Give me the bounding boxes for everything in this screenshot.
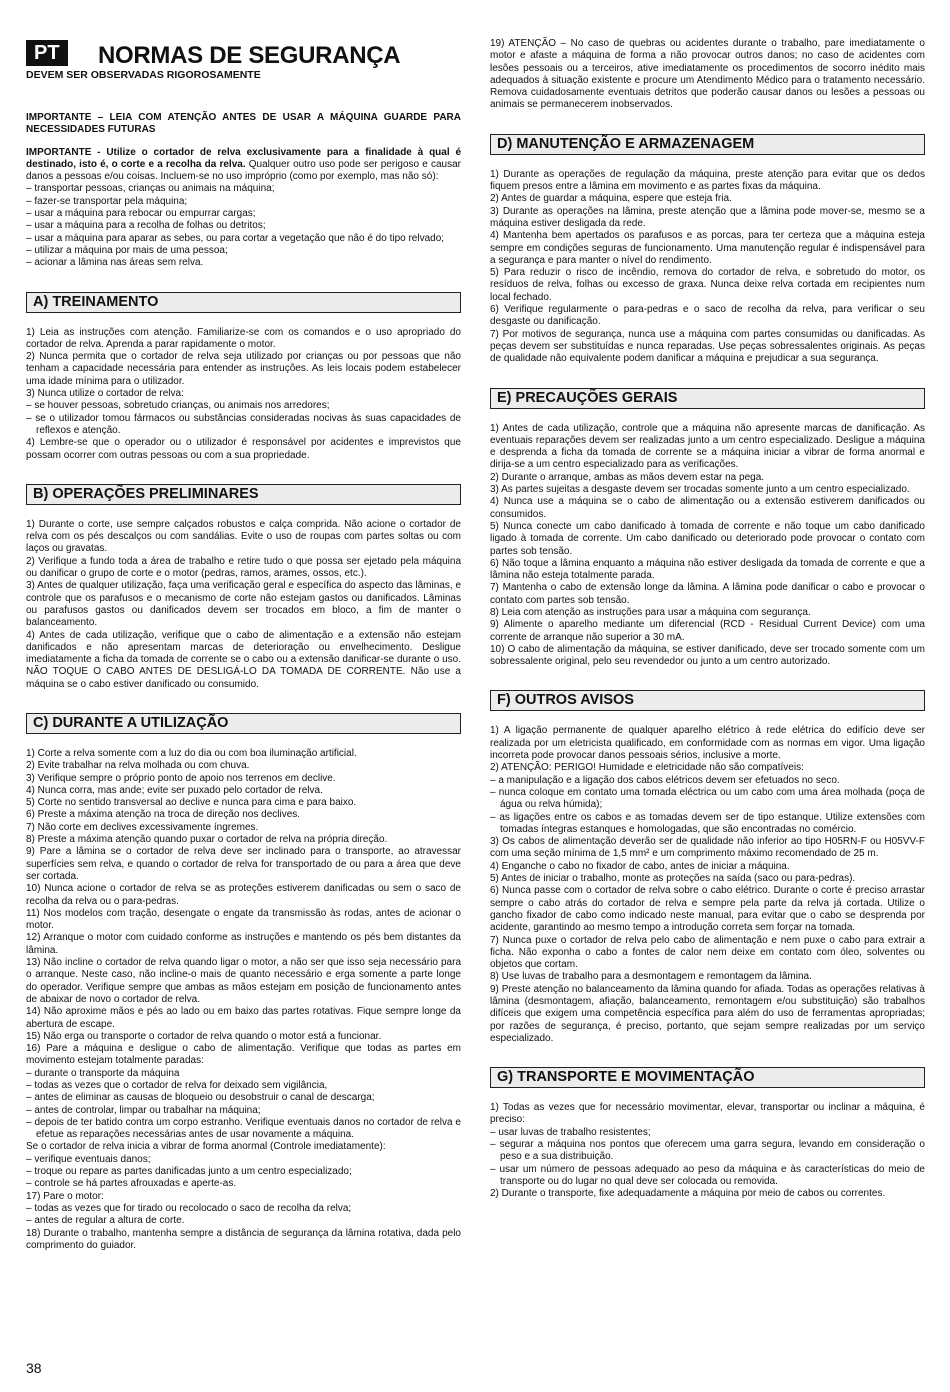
paragraph: 2) Verifique a fundo toda a área de trabalho e retire tudo o que possa ser ejetado pela máquina ou danificar o grupo de corte e o motor (pedras, ramos, arames, ossos, etc.).	[26, 555, 461, 580]
intro-block	[26, 112, 461, 270]
section-a-heading: A) TREINAMENTO	[26, 292, 461, 313]
paragraph: 2) Durante o transporte, fixe adequadamente a máquina por meio de cabos ou correntes.	[490, 1188, 886, 1200]
paragraph: 5) Antes de iniciar o trabalho, monte as proteções na saída (saco ou para-pedras).	[490, 873, 856, 885]
section-d-heading: D) MANUTENÇÃO E ARMAZENAGEM	[490, 134, 925, 155]
section-b	[26, 484, 461, 505]
paragraph: 5) Para reduzir o risco de incêndio, remova do cortador de relva, e sobretudo do motor, os resíduos de relva, folhas ou excesso de graxa. Nunca deixe relva cortada em recipientes num local fechado.	[490, 267, 925, 303]
paragraph: 2) Nunca permita que o cortador de relva seja utilizado por crianças ou por pessoas que não tenham a capacidade necessária para entender as instruções. As leis locais podem estabelecer uma idade mínima para o utilizador.	[26, 351, 461, 387]
paragraph: 11) Nos modelos com tração, desengate o engate da transmissão às rodas, antes de acionar o motor.	[26, 907, 461, 932]
usage-notice-bold: IMPORTANTE - Utilize o cortador de relva exclusivamente para a finalidade à qual é destinado, isto é, o corte e a recolha da relva.	[26, 146, 461, 170]
language-badge: PT	[26, 40, 68, 66]
paragraph: 2) Evite trabalhar na relva molhada ou com chuva.	[26, 760, 250, 772]
paragraph: – se o utilizador tomou fármacos ou substâncias consideradas nocivas às suas capacidades de reflexos e atenção.	[26, 412, 461, 436]
section-c	[26, 713, 461, 734]
section-c-heading: C) DURANTE A UTILIZAÇÃO	[26, 713, 461, 734]
paragraph: 10) Nunca acione o cortador de relva se as proteções estiverem danificadas ou sem o saco de recolha da relva ou o para-pedras.	[26, 883, 461, 907]
paragraph: 1) Durante as operações de regulação da máquina, preste atenção para evitar que os dedos fiquem presos entre a lâmina em movimento e as partes fixas da máquina.	[490, 168, 925, 193]
paragraph: 7) Nunca puxe o cortador de relva pelo cabo de alimentação e nem puxe o cabo para extrair a ficha. Não exponha o cabo a fontes de calor nem deixe em contato com óleo, solventes ou objetos que cortam.	[490, 934, 925, 971]
section-d	[490, 134, 925, 155]
paragraph: 3) Nunca utilize o cortador de relva:	[26, 388, 184, 400]
paragraph: 9) Pare a lâmina se o cortador de relva deve ser inclinado para o transporte, ao atravessar superfícies sem relva, e quando o cortador de relva for transportado de ou para a área que deve ser cortada.	[26, 846, 461, 882]
page-subtitle: DEVEM SER OBSERVADAS RIGOROSAMENTE	[26, 69, 261, 81]
usage-notice-text: Qualquer outro uso pode ser perigoso e causar danos a pessoas e/ou coisas. Incluem-se no uso impróprio (como por exemplo, mas não só):	[26, 158, 461, 183]
section-c-body	[26, 748, 461, 1252]
section-c-continued	[490, 38, 925, 112]
paragraph: 19) ATENÇÃO – No caso de quebras ou acidentes durante o trabalho, pare imediatamente o motor e afaste a máquina de forma a não provocar outros danos; no caso de acidentes com lesões pessoais ou a terceiros, ative imediatamente os procedimentos de socorro inédito mais adequados à situação existente e procure um Atendimento Médico para o tratamento necessário. Remova cuidadosamente eventuais detritos que poderão causar danos ou lesões a pessoas ou animais se permanecerem inobservados.	[490, 38, 925, 111]
paragraph: 3) Os cabos de alimentação deverão ser de qualidade não inferior ao tipo H05RN-F ou H05VV-F com uma seção mínima de 1,5 mm² e um comprimento máximo recomendado de 25 m.	[490, 836, 925, 860]
paragraph: – depois de ter batido contra um corpo estranho. Verifique eventuais danos no cortador de relva e efetue as reparações necessárias antes de usar novamente a máquina.	[26, 1116, 461, 1141]
paragraph: 4) Nunca corra, mas ande; evite ser puxado pelo cortador de relva.	[26, 784, 323, 796]
paragraph: 4) Mantenha bem apertados os parafusos e as porcas, para ter certeza que a máquina esteja sempre em condições seguras de funcionamento. Uma manutenção regular é indispensável para a segurança e para manter o nível do rendimento.	[490, 230, 925, 266]
paragraph: 5) Nunca conecte um cabo danificado à tomada de corrente e não toque um cabo danificado ligado à tomada de corrente. Um cabo danificado ou deteriorado pode provocar o contato com partes sob tensão.	[490, 520, 925, 557]
section-e-heading: E) PRECAUÇÕES GERAIS	[490, 388, 925, 409]
paragraph: – fazer-se transportar pela máquina;	[26, 195, 188, 207]
paragraph: – se houver pessoas, sobretudo crianças, ou animais nos arredores;	[26, 400, 330, 412]
paragraph: – nunca coloque em contato uma tomada eléctrica ou um cabo com uma área molhada (poça de água ou relva húmida);	[490, 786, 925, 811]
paragraph: – todas as vezes que for tirado ou recolocado o saco de recolha da relva;	[26, 1202, 352, 1214]
paragraph: – durante o transporte da máquina	[26, 1067, 180, 1079]
paragraph: Se o cortador de relva inicia a vibrar de forma anormal (Controle imediatamente):	[26, 1141, 386, 1153]
paragraph: 14) Não aproxime mãos e pés ao lado ou em baixo das partes rotativas. Fique sempre longe da abertura de escape.	[26, 1006, 461, 1030]
paragraph: 5) Corte no sentido transversal ao declive e nunca para cima e para baixo.	[26, 797, 357, 809]
paragraph: – todas as vezes que o cortador de relva for deixado sem vigilância,	[26, 1080, 328, 1091]
paragraph: – usar luvas de trabalho resistentes;	[490, 1126, 651, 1138]
paragraph: – a manipulação e a ligação dos cabos elétricos devem ser efetuados no seco.	[490, 774, 840, 786]
paragraph: 3) Verifique sempre o próprio ponto de apoio nos terrenos em declive.	[26, 772, 336, 784]
paragraph: – usar a máquina para aparar as sebes, ou para cortar a vegetação que não é do tipo relvado;	[26, 232, 445, 244]
paragraph: 3) As partes sujeitas a desgaste devem ser trocadas somente junto a um centro especializado.	[490, 484, 910, 496]
paragraph: 12) Arranque o motor com cuidado conforme as instruções e mantendo os pés bem distantes da lâmina.	[26, 932, 461, 956]
paragraph: 4) Lembre-se que o operador ou o utilizador é responsável por acidentes e imprevistos que possam ocorrer com outras pessoas ou com a sua propriedade.	[26, 437, 461, 461]
paragraph: 7) Mantenha o cabo de extensão longe da lâmina. A lâmina pode danificar o cabo e provocar o contato com partes sob tensão.	[490, 582, 925, 606]
paragraph: 1) Corte a relva somente com a luz do dia ou com boa iluminação artificial.	[26, 747, 357, 759]
paragraph: 10) O cabo de alimentação da máquina, se estiver danificado, deve ser trocado somente com um sobressalente original, pelo seu revendedor ou junto a um centro autorizado.	[490, 643, 925, 668]
paragraph: – transportar pessoas, crianças ou animais na máquina;	[26, 183, 275, 195]
paragraph: 6) Preste a máxima atenção na troca de direção nos declives.	[26, 809, 301, 821]
section-g-body	[490, 1102, 925, 1200]
paragraph: 3) Antes de qualquer utilização, faça uma verificação geral e específica do aspecto das lâminas, e controle que os parafusos e o mecanismo de corte não estejam gastos ou danificados. Lâminas ou parafusos gastos ou danificados devem ser trocados em bloco, a fim de manter o balanceamento.	[26, 580, 461, 629]
paragraph: – utilizar a máquina por mais de uma pessoa;	[26, 244, 228, 256]
paragraph: – troque ou repare as partes danificadas junto a um centro especializado;	[26, 1166, 352, 1178]
paragraph: – usar a máquina para rebocar ou empurrar cargas;	[26, 208, 256, 220]
paragraph: 9) Preste atenção no balanceamento da lâmina quando for afiada. Todas as operações relativas à lâmina (desmontagem, afiação, balanceamento, remontagem e/ou substituição) são trabalhos difíceis que exigem uma competência específica para além do uso de ferramentas apropriadas; por razões de segurança, é preciso, portanto, que sejam sempre realizadas por um serviço especializado.	[490, 983, 925, 1044]
paragraph: – antes de eliminar as causas de bloqueio ou desobstruir o canal de descarga;	[26, 1092, 375, 1104]
paragraph: 17) Pare o motor:	[26, 1190, 104, 1202]
section-a-body	[26, 327, 461, 462]
paragraph: – verifique eventuais danos;	[26, 1153, 151, 1165]
section-g	[490, 1067, 925, 1088]
important-notice: IMPORTANTE – LEIA COM ATENÇÃO ANTES DE USAR A MÁQUINA GUARDE PARA NECESSIDADES FUTURAS	[26, 112, 461, 136]
paragraph: 6) Verifique regularmente o para-pedras e o saco de recolha da relva, para verificar o seu desgaste ou danificação.	[490, 304, 925, 328]
page-header	[26, 38, 461, 92]
right-column	[490, 38, 925, 1201]
section-f-body	[490, 725, 925, 1045]
paragraph: – as ligações entre os cabos e as tomadas devem ser de tipo estanque. Utilize extensões com tomadas íntegras estanques e homologadas, que são encontradas no comércio.	[490, 811, 925, 835]
paragraph: 8) Preste a máxima atenção quando puxar o cortador de relva na própria direção.	[26, 834, 388, 846]
paragraph: 1) Antes de cada utilização, controle que a máquina não apresente marcas de danificação. As eventuais reparações devem ser realizadas junto a um centro especializado. Desligue a máquina e desprenda a ficha da tomada de corrente se a máquina iniciar a vibrar de forma anormal e dirija-se a um centro especializado para as verificações.	[490, 422, 925, 471]
section-e	[490, 388, 925, 409]
paragraph: 13) Não incline o cortador de relva quando ligar o motor, a não ser que isso seja necessário para o arranque. Neste caso, não incline-o mais de quanto necessário e erga somente a parte longe do operador. Verifique sempre que ambas as mãos estejam em posição de funcionamento antes de abaixar de novo o cortador de relva.	[26, 957, 461, 1005]
paragraph: – usar a máquina para a recolha de folhas ou detritos;	[26, 220, 266, 232]
paragraph: – usar um número de pessoas adequado ao peso da máquina e às características do meio de transporte ou do lugar no qual deve ser colocada ou removida.	[490, 1163, 925, 1187]
paragraph: 3) Durante as operações na lâmina, preste atenção que a lâmina pode mover-se, mesmo se a máquina estiver desligada da rede.	[490, 205, 925, 229]
section-g-heading: G) TRANSPORTE E MOVIMENTAÇÃO	[490, 1067, 925, 1088]
paragraph: 4) Nunca use a máquina se o cabo de alimentação ou a extensão estiverem danificados ou consumidos.	[490, 496, 925, 520]
paragraph: 2) Durante o arranque, ambas as mãos devem estar na pega.	[490, 471, 765, 483]
usage-notice	[26, 147, 461, 184]
paragraph: 1) Leia as instruções com atenção. Familiarize-se com os comandos e o uso apropriado do cortador de relva. Aprenda a parar rapidamente o motor.	[26, 326, 461, 350]
paragraph: – segurar a máquina nos pontos que oferecem uma garra segura, levando em consideração o peso e a sua distribuição.	[490, 1139, 925, 1163]
improper-use-list	[26, 183, 461, 269]
paragraph: – antes de regular a altura de corte.	[26, 1215, 185, 1227]
paragraph: – controle se há partes afrouxadas e aperte-as.	[26, 1178, 237, 1190]
paragraph: – acionar a lâmina nas áreas sem relva.	[26, 257, 204, 269]
paragraph: 15) Não erga ou transporte o cortador de relva quando o motor está a funcionar.	[26, 1030, 382, 1042]
paragraph: 9) Alimente o aparelho mediante um diferencial (RCD - Residual Current Device) com uma corrente de arranque não superior a 30 mA.	[490, 619, 925, 643]
section-e-body	[490, 423, 925, 669]
paragraph: 18) Durante o trabalho, mantenha sempre a distância de segurança da lâmina rotativa, dada pelo comprimento do guiador.	[26, 1227, 461, 1251]
paragraph: 2) Antes de guardar a máquina, espere que esteja fria.	[490, 193, 732, 205]
paragraph: 7) Não corte em declives excessivamente íngremes.	[26, 821, 259, 833]
paragraph: 6) Nunca passe com o cortador de relva sobre o cabo elétrico. Durante o corte é preciso arrastar sempre o cabo atrás do cortador de relva e sempre pela parte da relva já cortada. Utilize o gancho fixador de cabo como indicado neste manual, para evitar que o cabo se desprenda por acidente, garantindo ao mesmo tempo a introdução correta sem forçar na tomada.	[490, 885, 925, 934]
page-number: 38	[26, 1360, 42, 1376]
paragraph: 6) Não toque a lâmina enquanto a máquina não estiver desligada da tomada de corrente e que a lâmina não esteja totalmente parada.	[490, 557, 925, 582]
section-b-heading: B) OPERAÇÕES PRELIMINARES	[26, 484, 461, 505]
paragraph: 2) ATENÇÃO: PERIGO! Humidade e eletricidade não são compatíveis:	[490, 762, 804, 774]
page-title: NORMAS DE SEGURANÇA	[98, 42, 401, 69]
section-a	[26, 292, 461, 313]
section-f	[490, 690, 925, 711]
left-column	[26, 38, 461, 1252]
paragraph: 8) Leia com atenção as instruções para usar a máquina com segurança.	[490, 606, 811, 618]
paragraph: 1) A ligação permanente de qualquer aparelho elétrico à rede elétrica do edifício deve ser realizada por um eletricista qualificado, em conformidade com as normas em vigor. Uma ligação incorreta pode provocar danos pessoais sérios, inclusive a morte.	[490, 725, 925, 762]
paragraph: 8) Use luvas de trabalho para a desmontagem e remontagem da lâmina.	[490, 971, 812, 983]
section-b-body	[26, 519, 461, 691]
paragraph: 4) Enganche o cabo no fixador de cabo, antes de iniciar a máquina.	[490, 860, 790, 872]
section-d-body	[490, 169, 925, 366]
section-f-heading: F) OUTROS AVISOS	[490, 690, 925, 711]
paragraph: 16) Pare a máquina e desligue o cabo de alimentação. Verifique que todas as partes em movimento estejam totalmente paradas:	[26, 1043, 461, 1067]
paragraph: – antes de controlar, limpar ou trabalhar na máquina;	[26, 1104, 261, 1116]
paragraph: 4) Antes de cada utilização, verifique que o cabo de alimentação e a extensão não estejam danificados e não apresentam marcas de deterioração ou envelhecimento. Desligue imediatamente a ficha da tomada de corrente se o cabo ou a extensão danificar-se durante o uso. NÃO TOQUE O CABO ANTES DE DESLIGÁ-LO DA TOMADA DE CORRENTE. Não use a máquina se o cabo estiver danificado ou consumido.	[26, 629, 461, 690]
paragraph: 7) Por motivos de segurança, nunca use a máquina com partes consumidas ou danificadas. As peças devem ser substituídas e nunca reparadas. Use peças sobressalentes originais. As peças de qualidade não equivalente podem danificar a máquina e prejudicar a sua segurança.	[490, 328, 925, 365]
paragraph: 1) Todas as vezes que for necessário movimentar, elevar, transportar ou inclinar a máquina, é preciso:	[490, 1102, 925, 1126]
paragraph: 1) Durante o corte, use sempre calçados robustos e calça comprida. Não acione o cortador de relva com os pés descalços ou com sandálias. Evite o uso de roupas com partes soltas ou com laços ou gravatas.	[26, 518, 461, 555]
